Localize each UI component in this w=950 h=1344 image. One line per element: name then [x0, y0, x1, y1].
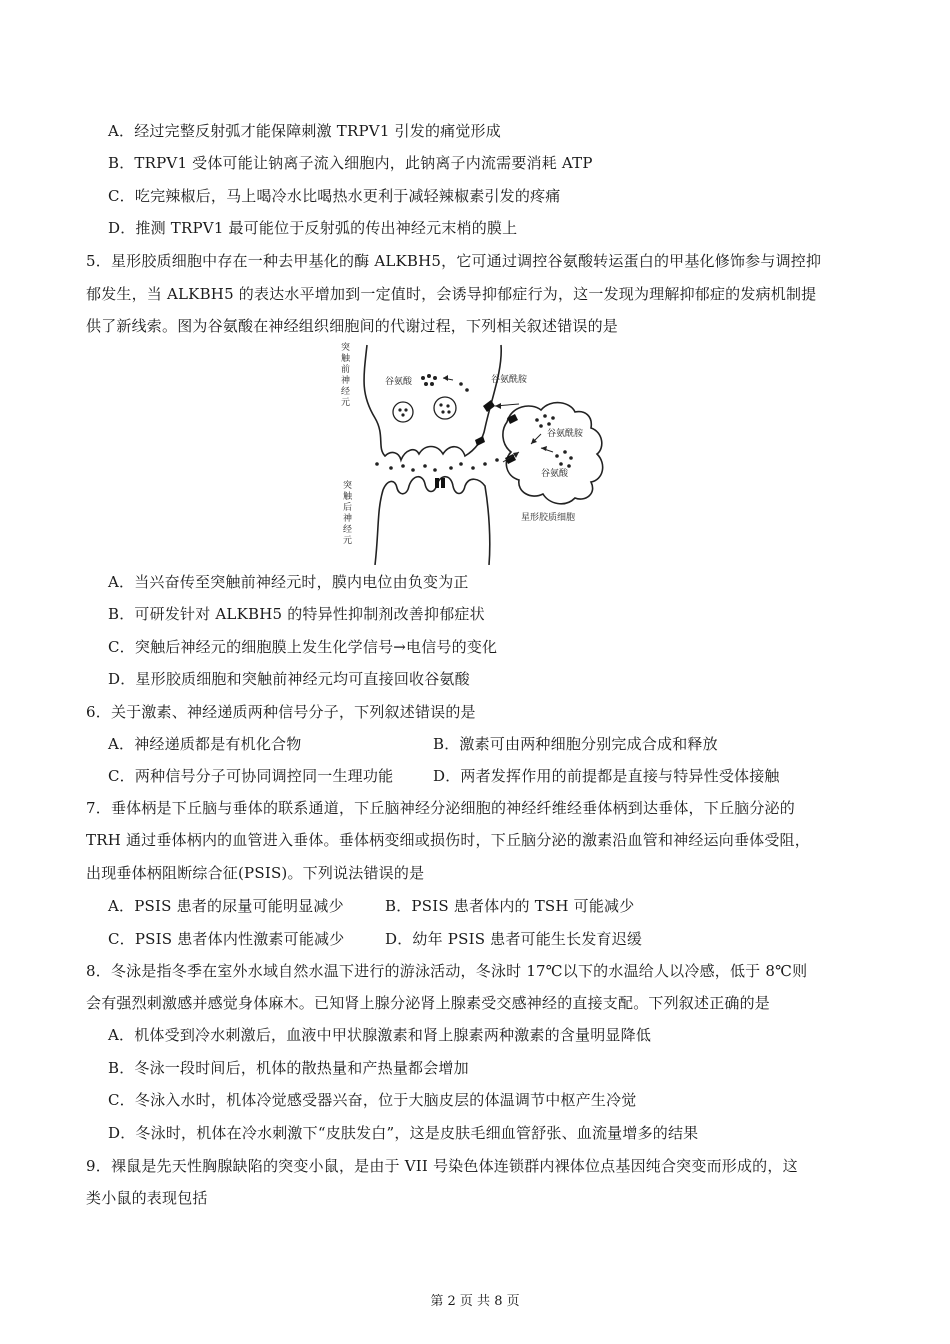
q9-stem-line1: 9．裸鼠是先天性胸腺缺陷的突变小鼠，是由于 VII 号染色体连锁群内裸体位点基因纯合突变而形成的，这 — [86, 1157, 798, 1175]
label-postsynaptic: 突触后神经元 — [343, 481, 353, 546]
q5-stem-line3: 供了新线索。图为谷氨酸在神经组织细胞间的代谢过程，下列相关叙述错误的是 — [86, 317, 619, 335]
q6-option-b: B．激素可由两种细胞分别完成合成和释放 — [433, 735, 718, 753]
postsynaptic-neuron-outline — [375, 477, 490, 565]
q7-option-c: C．PSIS 患者体内性激素可能减少 — [108, 930, 345, 948]
page-footer: 第 2 页 共 8 页 — [430, 1294, 520, 1309]
q7-stem-line1: 7．垂体柄是下丘脑与垂体的联系通道，下丘脑神经分泌细胞的神经纤维经垂体柄到达垂体，下丘脑分泌的 — [86, 799, 795, 817]
q6-option-c: C．两种信号分子可协同调控同一生理功能 — [108, 767, 394, 785]
q4-option-b: B．TRPV1 受体可能让钠离子流入细胞内，此钠离子内流需要消耗 ATP — [108, 154, 593, 172]
q5-option-d: D．星形胶质细胞和突触前神经元均可直接回收谷氨酸 — [108, 670, 470, 688]
q5-option-b: B．可研发针对 ALKBH5 的特异性抑制剂改善抑郁症状 — [108, 605, 485, 623]
q4-option-c: C．吃完辣椒后，马上喝冷水比喝热水更利于减轻辣椒素引发的疼痛 — [108, 187, 561, 205]
q8-option-a: A．机体受到冷水刺激后，血液中甲状腺激素和肾上腺素两种激素的含量明显降低 — [108, 1026, 652, 1044]
q6-option-a: A．神经递质都是有机化合物 — [108, 735, 302, 753]
label-glutamate-1: 谷氨酸 — [385, 377, 413, 387]
label-glutamine-2: 谷氨酰胺 — [547, 429, 584, 439]
q8-option-c: C．冬泳入水时，机体冷觉感受器兴奋，位于大脑皮层的体温调节中枢产生冷觉 — [108, 1091, 637, 1109]
q5-option-a: A．当兴奋传至突触前神经元时，膜内电位由负变为正 — [108, 573, 469, 591]
q7-option-a: A．PSIS 患者的尿量可能明显减少 — [108, 897, 344, 915]
glutamate-metabolism-diagram — [335, 340, 635, 565]
q6-option-d: D．两者发挥作用的前提都是直接与特异性受体接触 — [433, 767, 780, 785]
q7-stem-line3: 出现垂体柄阻断综合征(PSIS)。下列说法错误的是 — [86, 864, 425, 882]
q5-stem-line1: 5．星形胶质细胞中存在一种去甲基化的酶 ALKBH5，它可通过调控谷氨酸转运蛋白的甲基化修饰参与调控抑 — [86, 252, 822, 270]
label-presynaptic: 突触前神经元 — [341, 343, 351, 408]
q4-option-a: A．经过完整反射弧才能保障刺激 TRPV1 引发的痛觉形成 — [108, 122, 501, 140]
label-glutamine-1: 谷氨酰胺 — [491, 375, 528, 385]
q7-option-d: D．幼年 PSIS 患者可能生长发育迟缓 — [385, 930, 643, 948]
label-glutamate-2: 谷氨酸 — [541, 469, 569, 479]
q4-option-d: D．推测 TRPV1 最可能位于反射弧的传出神经元末梢的膜上 — [108, 219, 518, 237]
q5-option-c: C．突触后神经元的细胞膜上发生化学信号→电信号的变化 — [108, 638, 498, 656]
q8-option-d: D．冬泳时，机体在冷水刺激下“皮肤发白”，这是皮肤毛细血管舒张、血流量增多的结果 — [108, 1124, 699, 1142]
q8-option-b: B．冬泳一段时间后，机体的散热量和产热量都会增加 — [108, 1059, 469, 1077]
q7-option-b: B．PSIS 患者体内的 TSH 可能减少 — [385, 897, 635, 915]
q8-stem-line1: 8．冬泳是指冬季在室外水域自然水温下进行的游泳活动，冬泳时 17℃以下的水温给人以冷感，低于 8℃则 — [86, 962, 808, 980]
q7-stem-line2: TRH 通过垂体柄内的血管进入垂体。垂体柄变细或损伤时，下丘脑分泌的激素沿血管和神经运向垂体受阻， — [86, 831, 810, 849]
q6-stem: 6．关于激素、神经递质两种信号分子，下列叙述错误的是 — [86, 703, 476, 721]
q8-stem-line2: 会有强烈刺激感并感觉身体麻木。已知肾上腺分泌肾上腺素受交感神经的直接支配。下列叙述正确的是 — [86, 994, 771, 1012]
label-astrocyte: 星形胶质细胞 — [521, 513, 576, 523]
q5-stem-line2: 郁发生，当 ALKBH5 的表达水平增加到一定值时，会诱导抑郁症行为，这一发现为理解抑郁症的发病机制提 — [86, 285, 817, 303]
q9-stem-line2: 类小鼠的表现包括 — [86, 1189, 208, 1207]
